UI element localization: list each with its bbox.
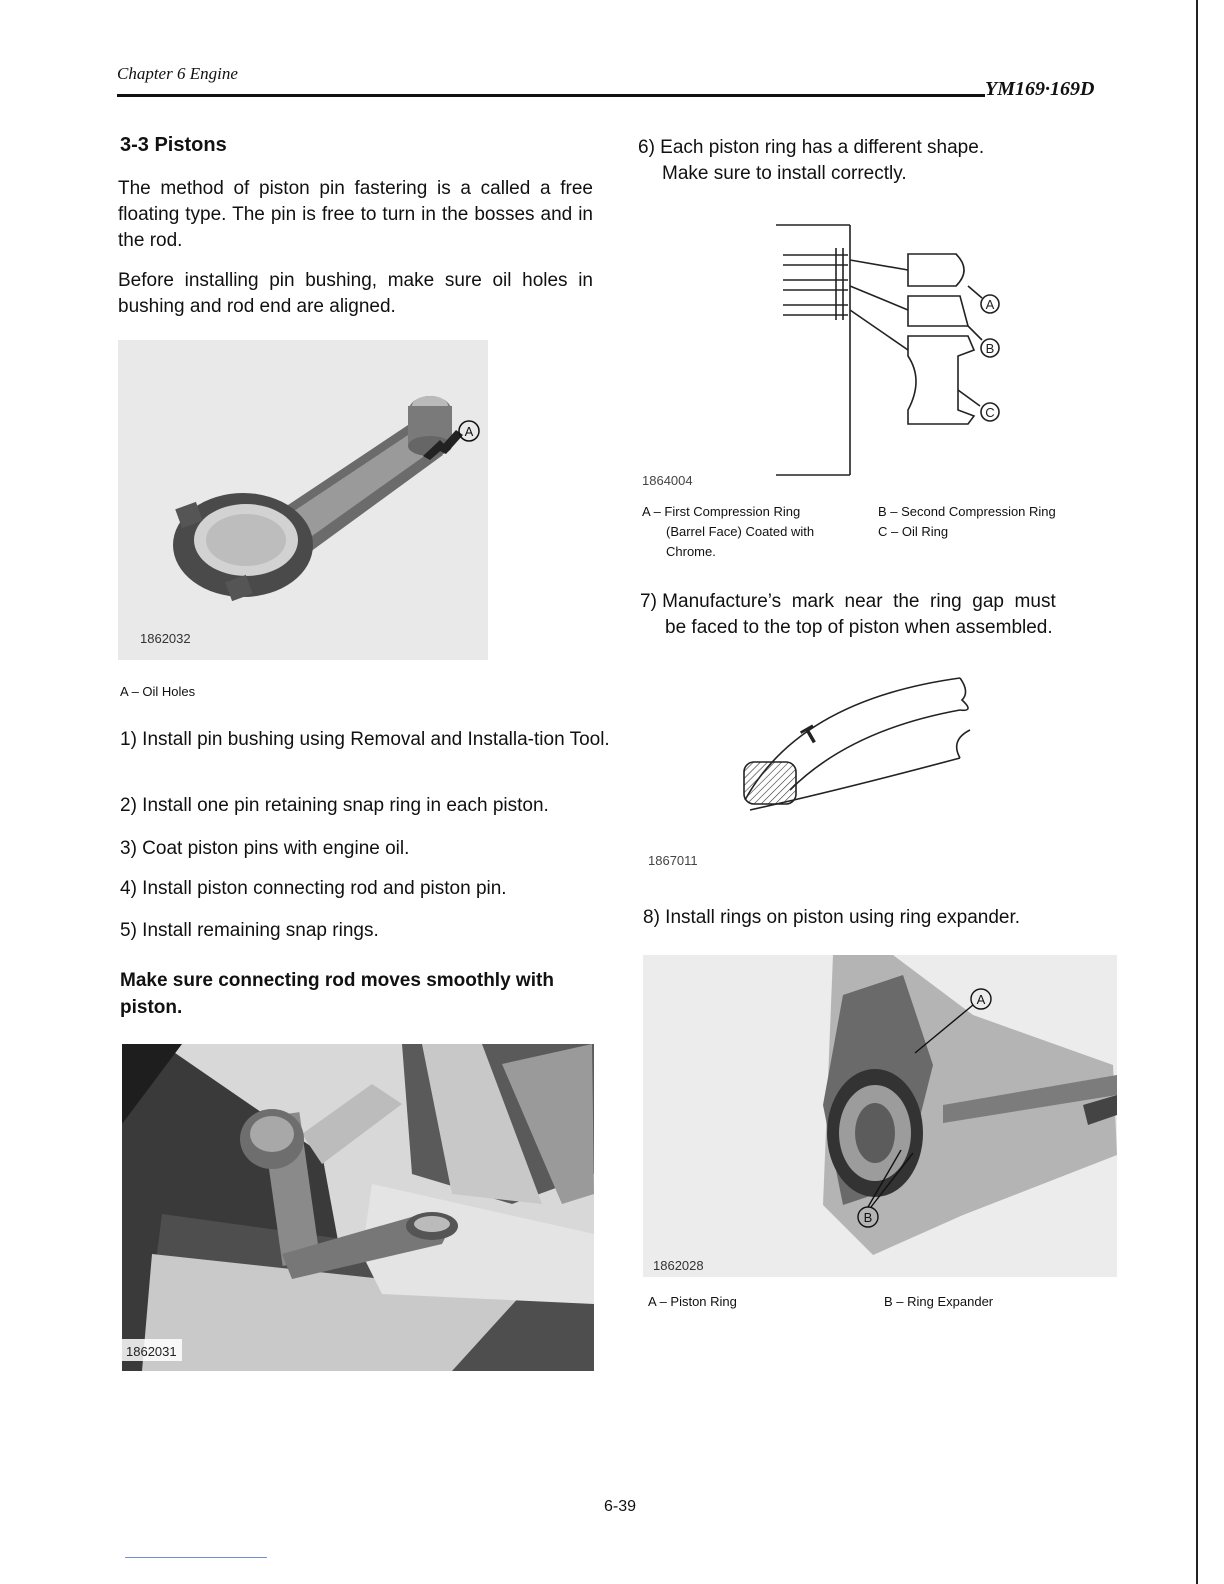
ring-expander-photo [643, 955, 1117, 1277]
step-7-line1: 7) Manufacture’s mark near the ring gap must [640, 591, 1056, 612]
fig3-caption-a3: Chrome. [666, 544, 716, 559]
fig3-label-c: C [985, 405, 995, 420]
fig2-number: 1862031 [126, 1344, 177, 1359]
step-3: 3) Coat piston pins with engine oil. [120, 838, 410, 859]
step-8: 8) Install rings on piston using ring expander. [643, 907, 1021, 928]
connecting-rod-illustration [118, 340, 488, 660]
footer-rule [125, 1557, 267, 1558]
bushing-paragraph: Before installing pin bushing, make sure oil holes in bushing and rod end are aligned. [118, 270, 593, 317]
assembly-illustration [122, 1044, 594, 1371]
intro-paragraph: The method of piston pin fastering is a called a free floating type. The pin is free to turn in the bosses and in the rod. [118, 178, 593, 251]
fig3-caption-c: C – Oil Ring [878, 524, 949, 539]
header-rule [117, 94, 985, 97]
chapter-title: Chapter 6 Engine [117, 64, 238, 83]
fig5-number: 1862028 [653, 1258, 704, 1273]
step-2: 2) Install one pin retaining snap ring in each piston. [120, 795, 549, 816]
fig3-caption-b: B – Second Compression Ring [878, 504, 1056, 519]
section-title: 3-3 Pistons [120, 134, 227, 156]
fig3-label-b: B [985, 341, 995, 356]
ring-shapes-diagram [638, 210, 1098, 490]
warning-note: Make sure connecting rod moves smoothly with piston. [120, 970, 554, 1018]
step-4: 4) Install piston connecting rod and piston pin. [120, 878, 507, 899]
fig5-caption-b: B – Ring Expander [884, 1294, 994, 1309]
fig5-caption-a: A – Piston Ring [648, 1294, 737, 1309]
fig1-caption: A – Oil Holes [120, 684, 196, 699]
fig3-caption-a2: (Barrel Face) Coated with [666, 524, 815, 539]
fig1-number: 1862032 [140, 631, 191, 646]
page-edge-line [1196, 0, 1198, 1584]
fig5-label-b: B [863, 1210, 873, 1225]
step-5: 5) Install remaining snap rings. [120, 920, 379, 941]
ring-mark-diagram [640, 670, 1040, 880]
step-1: 1) Install pin bushing using Removal and Installa-tion Tool. [120, 729, 610, 750]
ring-shapes-illustration [638, 210, 1098, 490]
fig5-label-a: A [976, 992, 986, 1007]
ring-top-mark: T [797, 720, 824, 752]
page-number: 6-39 [604, 1498, 637, 1515]
ring-expander-illustration [643, 955, 1117, 1277]
model-number: YM169·169D [985, 78, 1095, 100]
fig3-label-a: A [985, 297, 995, 312]
fig1-label-a: A [464, 424, 474, 439]
step-6-line2: Make sure to install correctly. [662, 163, 907, 184]
step-6-line1: 6) Each piston ring has a different shape. [638, 137, 985, 158]
assembly-photo [122, 1044, 594, 1371]
fig3-number: 1864004 [642, 473, 693, 488]
ring-mark-illustration [640, 670, 1040, 880]
step-7-line2: be faced to the top of piston when assembled. [665, 617, 1053, 638]
fig3-caption-a1: A – First Compression Ring [642, 504, 801, 519]
fig4-number: 1867011 [648, 853, 698, 868]
connecting-rod-photo [118, 340, 488, 660]
ring-cross-section [744, 762, 796, 804]
